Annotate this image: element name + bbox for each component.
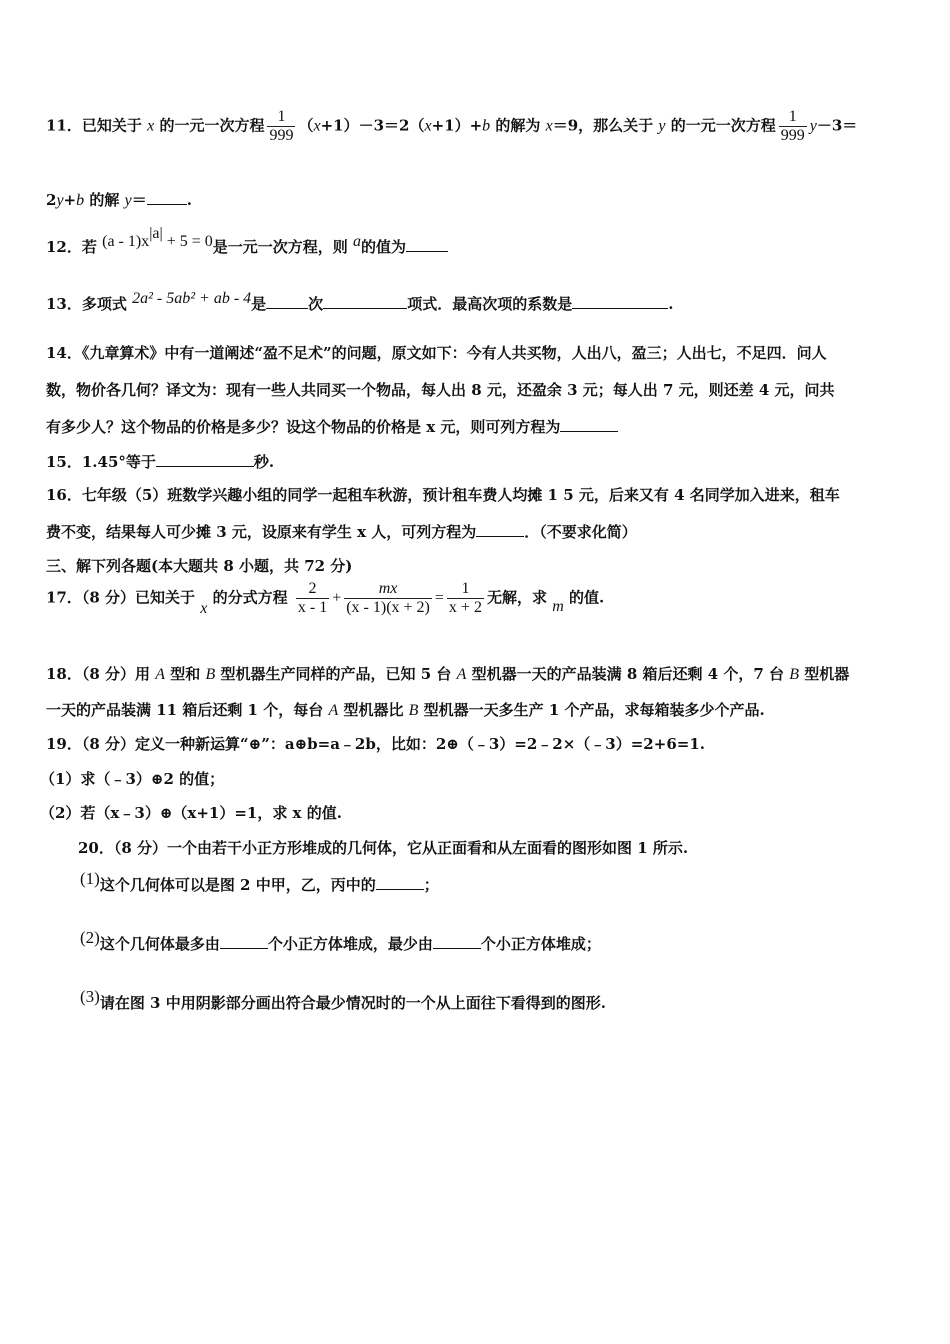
q20-part3: (3)请在图 3 中用阴影部分画出符合最少情况时的一个从上面往下看得到的图形. [80,987,606,1012]
q11-line1: 11．已知关于 x 的一元一次方程 $\frac{1}{999}$ （x+1）－3＝2（x+1）+b 的解为 x＝9，那么关于 y 的一元一次方程 $\frac{1}{999}$ y－3＝ [46,108,858,144]
fraction-1-over-x-plus-2: $\frac{1}{x + 2}$ [448,580,482,616]
answer-blank[interactable] [323,294,407,309]
q20-part2: (2)这个几何体最多由 个小正方体堆成，最少由 个小正方体堆成； [80,928,601,953]
answer-blank[interactable] [266,294,308,309]
q14-line3: 有多少人？这个物品的价格是多少？设这个物品的价格是 x 元，则可列方程为 [46,417,618,437]
q17: 17．（8 分）已知关于 x 的分式方程 $\frac{2}{x - 1}$ + $\frac{mx}{(x - 1)(x + 2)}$ = $\frac{1}{x + 2}$ 无解，求 m 的值. [46,580,605,617]
answer-blank[interactable] [376,875,424,890]
answer-blank[interactable] [572,294,668,309]
answer-blank[interactable] [476,522,524,537]
q19-line1: 19．（8 分）定义一种新运算“⊕”：a⊕b=a﹣2b，比如：2⊕（﹣3）=2﹣2×（﹣3）=2+6=1. [46,735,705,753]
fraction-2-over-x-minus-1: $\frac{2}{x - 1}$ [297,580,328,616]
answer-blank[interactable] [147,190,187,205]
q14-line2: 数，物价各几何？译文为：现有一些人共同买一个物品，每人出 8 元，还盈余 3 元；每人出 7 元，则还差 4 元，问共 [46,381,835,399]
q20-intro: 20．（8 分）一个由若干小正方形堆成的几何体，它从正面看和从左面看的图形如图 1 所示. [78,839,689,857]
q12: 12．若 $(a - 1)x^{|a|} + 5 = 0$是一元一次方程，则 a的值为 [46,232,448,258]
fraction-1-999: $\frac{1}{999}$ [269,108,294,144]
q16-line1: 16．七年级（5）班数学兴趣小组的同学一起租车秋游，预计租车费人均摊 1 5 元，后来又有 4 名同学加入进来，租车 [46,486,840,504]
q18-line2: 一天的产品装满 11 箱后还剩 1 个，每台 A 型机器比 B 型机器一天多生产 1 个产品，求每箱装多少个产品. [46,701,765,719]
fraction-mx: $\frac{mx}{(x - 1)(x + 2)}$ [346,580,430,616]
q19-part2: （2）若（x﹣3）⊕（x+1）=1，求 x 的值. [40,804,342,822]
answer-blank[interactable] [220,934,268,949]
q19-part1: （1）求（﹣3）⊕2 的值； [40,770,225,788]
answer-blank[interactable] [433,934,481,949]
fraction-1-999-second: $\frac{1}{999}$ [780,108,805,144]
answer-blank[interactable] [560,417,618,432]
q11-line2: 2y+b 的解 y＝ . [46,191,192,209]
q18-line1: 18．（8 分）用 A 型和 B 型机器生产同样的产品，已知 5 台 A 型机器一天的产品装满 8 箱后还剩 4 个，7 台 B 型机器 [46,665,850,683]
q15: 15．1.45°等于 秒. [46,453,275,471]
section-heading: 三、解下列各题(本大题共 8 小题，共 72 分) [46,557,353,575]
q14-line1: 14．《九章算术》中有一道阐述“盈不足术”的问题，原文如下：今有人共买物，人出八，盈三；人出七，不足四．问人 [46,344,827,362]
answer-blank[interactable] [406,237,448,252]
q13: 13．多项式 2a² - 5ab² + ab - 4是 次 项式．最高次项的系数是 . [46,290,674,313]
q16-line2: 费不变，结果每人可少摊 3 元，设原来有学生 x 人，可列方程为 ．（不要求化简） [46,523,637,541]
answer-blank[interactable] [156,452,254,467]
q20-part1: (1)这个几何体可以是图 2 中甲，乙，丙中的 ； [80,869,439,894]
